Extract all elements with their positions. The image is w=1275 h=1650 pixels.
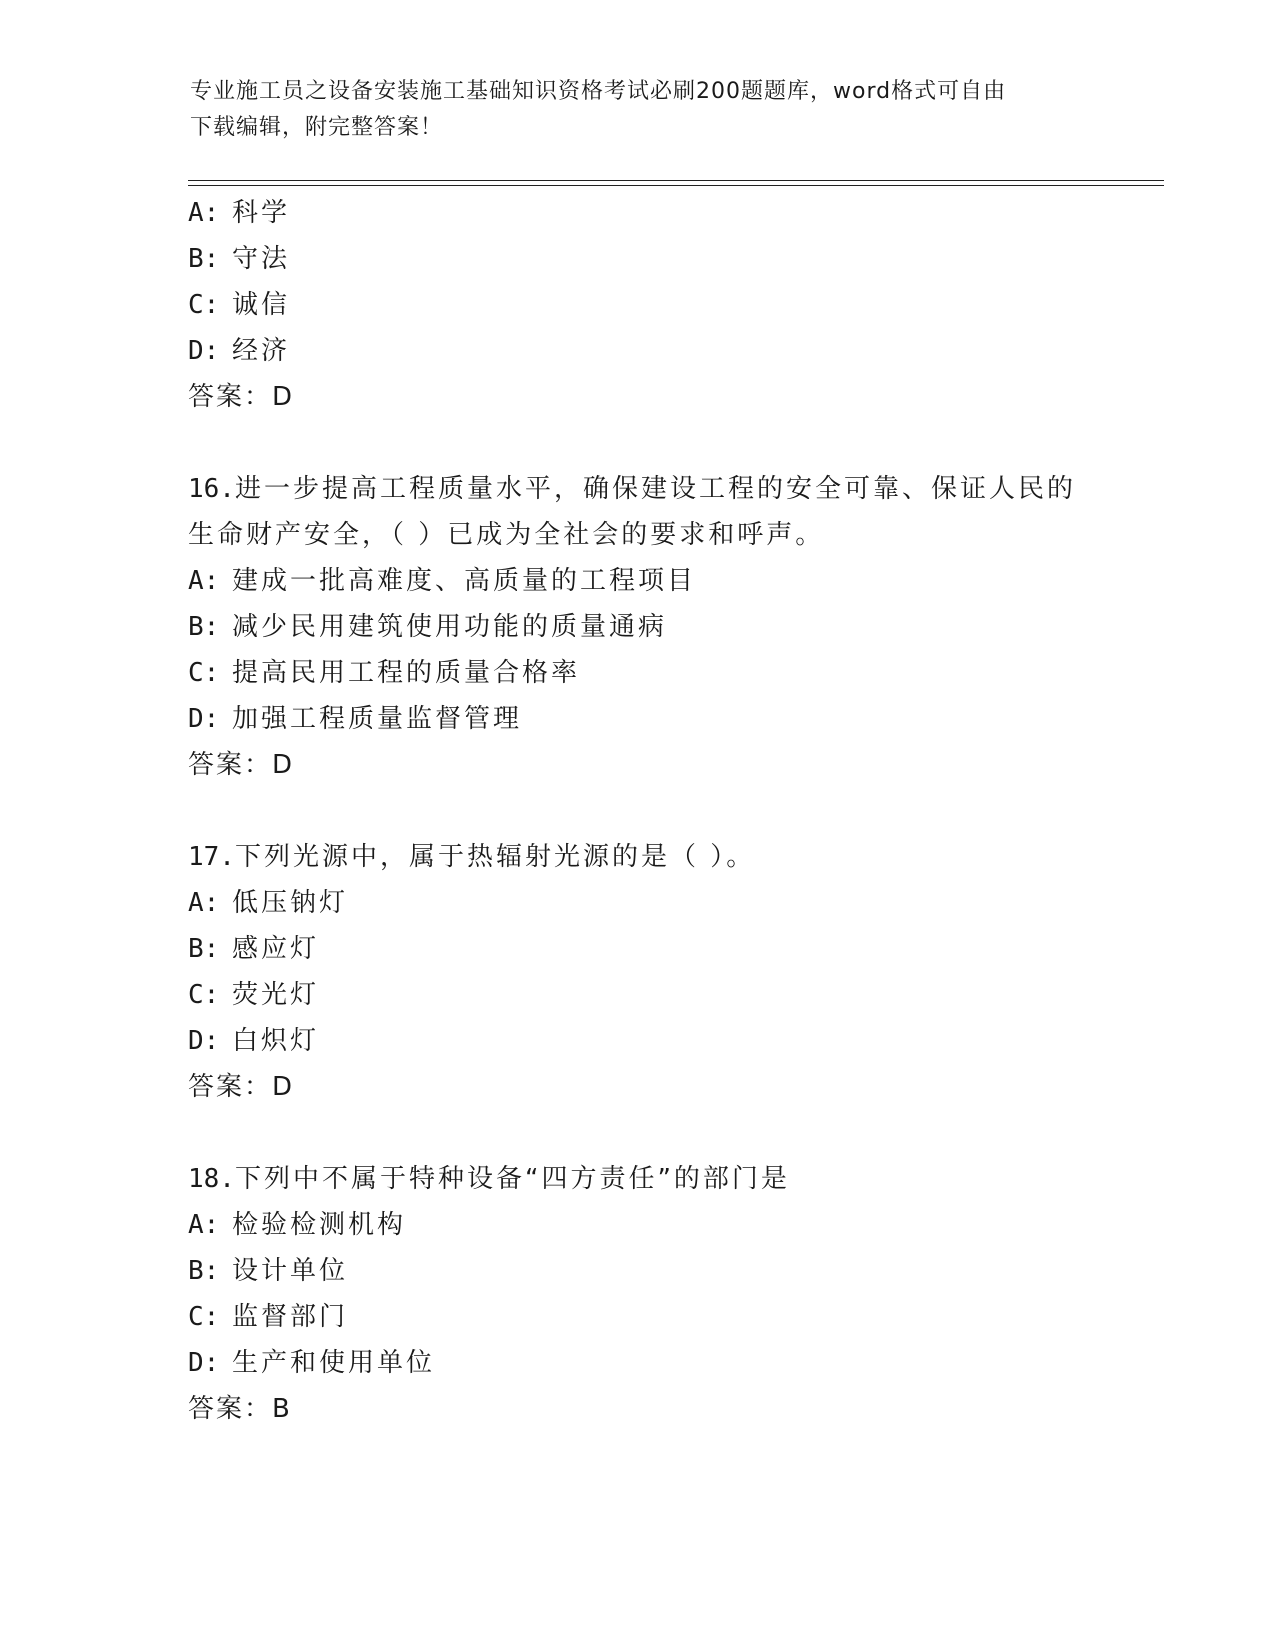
- option-letter: B:: [188, 244, 220, 274]
- option-a: [188, 880, 1148, 926]
- option-c: [188, 282, 1148, 328]
- question-text-line-1: 下列中不属于特种设备“四方责任”的部门是: [234, 1164, 790, 1194]
- option-d: [188, 328, 1148, 374]
- question-stem: [188, 466, 1148, 512]
- option-c: [188, 972, 1148, 1018]
- spacer: [188, 1110, 1148, 1156]
- question-text-line-2: 生命财产安全，（ ）已成为全社会的要求和呼声。: [188, 520, 825, 550]
- option-letter: B:: [188, 1256, 220, 1286]
- option-letter: A:: [188, 1210, 220, 1240]
- option-letter: A:: [188, 566, 220, 596]
- option-letter: C:: [188, 658, 220, 688]
- question-list: [188, 190, 1148, 1432]
- option-letter: C:: [188, 290, 220, 320]
- option-b: [188, 926, 1148, 972]
- option-text: 荧光灯: [232, 980, 320, 1010]
- question-16: [188, 466, 1148, 788]
- option-c: [188, 1294, 1148, 1340]
- option-a: [188, 190, 1148, 236]
- option-b: [188, 604, 1148, 650]
- question-stem: [188, 1156, 1148, 1202]
- option-text: 诚信: [232, 290, 291, 320]
- question-17: [188, 834, 1148, 1110]
- answer-line: 答案：D: [188, 1072, 295, 1102]
- header-divider-bottom: [188, 185, 1164, 186]
- option-text: 生产和使用单位: [232, 1348, 436, 1378]
- question-stem: [188, 834, 1148, 880]
- option-text: 加强工程质量监督管理: [232, 704, 523, 734]
- question-text-line-1: 下列光源中，属于热辐射光源的是（ ）。: [234, 842, 756, 872]
- option-text: 监督部门: [232, 1302, 349, 1332]
- spacer: [188, 788, 1148, 834]
- option-d: [188, 1018, 1148, 1064]
- question-number: 18.: [188, 1164, 235, 1194]
- answer-line: 答案：D: [188, 382, 295, 412]
- option-text: 检验检测机构: [232, 1210, 407, 1240]
- option-b: [188, 1248, 1148, 1294]
- spacer: [188, 420, 1148, 466]
- option-text: 科学: [232, 198, 291, 228]
- option-a: [188, 558, 1148, 604]
- question-15: [188, 190, 1148, 420]
- option-letter: D:: [188, 336, 220, 366]
- option-text: 白炽灯: [232, 1026, 320, 1056]
- option-text: 建成一批高难度、高质量的工程项目: [232, 566, 697, 596]
- option-letter: A:: [188, 888, 220, 918]
- option-letter: A:: [188, 198, 220, 228]
- option-letter: D:: [188, 704, 220, 734]
- option-text: 守法: [232, 244, 291, 274]
- header-line-2: 下载编辑，附完整答案！: [190, 115, 444, 140]
- option-text: 设计单位: [232, 1256, 349, 1286]
- option-d: [188, 696, 1148, 742]
- answer-line: 答案：D: [188, 750, 295, 780]
- option-d: [188, 1340, 1148, 1386]
- question-number: 16.: [188, 474, 235, 504]
- option-letter: C:: [188, 1302, 220, 1332]
- option-text: 提高民用工程的质量合格率: [232, 658, 581, 688]
- question-text-line-1: 进一步提高工程质量水平，确保建设工程的安全可靠、保证人民的: [234, 474, 1076, 504]
- header-divider-top: [188, 180, 1164, 181]
- option-a: [188, 1202, 1148, 1248]
- header-line-1: 专业施工员之设备安装施工基础知识资格考试必刷200题题库，word格式可自由: [190, 79, 1007, 104]
- question-number: 17.: [188, 842, 235, 872]
- option-text: 低压钠灯: [232, 888, 349, 918]
- option-letter: D:: [188, 1348, 220, 1378]
- option-letter: B:: [188, 612, 220, 642]
- option-letter: C:: [188, 980, 220, 1010]
- document-header: [190, 74, 1080, 146]
- option-text: 经济: [232, 336, 291, 366]
- answer-line: 答案：B: [188, 1394, 292, 1424]
- option-text: 减少民用建筑使用功能的质量通病: [232, 612, 668, 642]
- option-letter: D:: [188, 1026, 220, 1056]
- option-letter: B:: [188, 934, 220, 964]
- option-text: 感应灯: [232, 934, 320, 964]
- option-c: [188, 650, 1148, 696]
- question-18: [188, 1156, 1148, 1432]
- option-b: [188, 236, 1148, 282]
